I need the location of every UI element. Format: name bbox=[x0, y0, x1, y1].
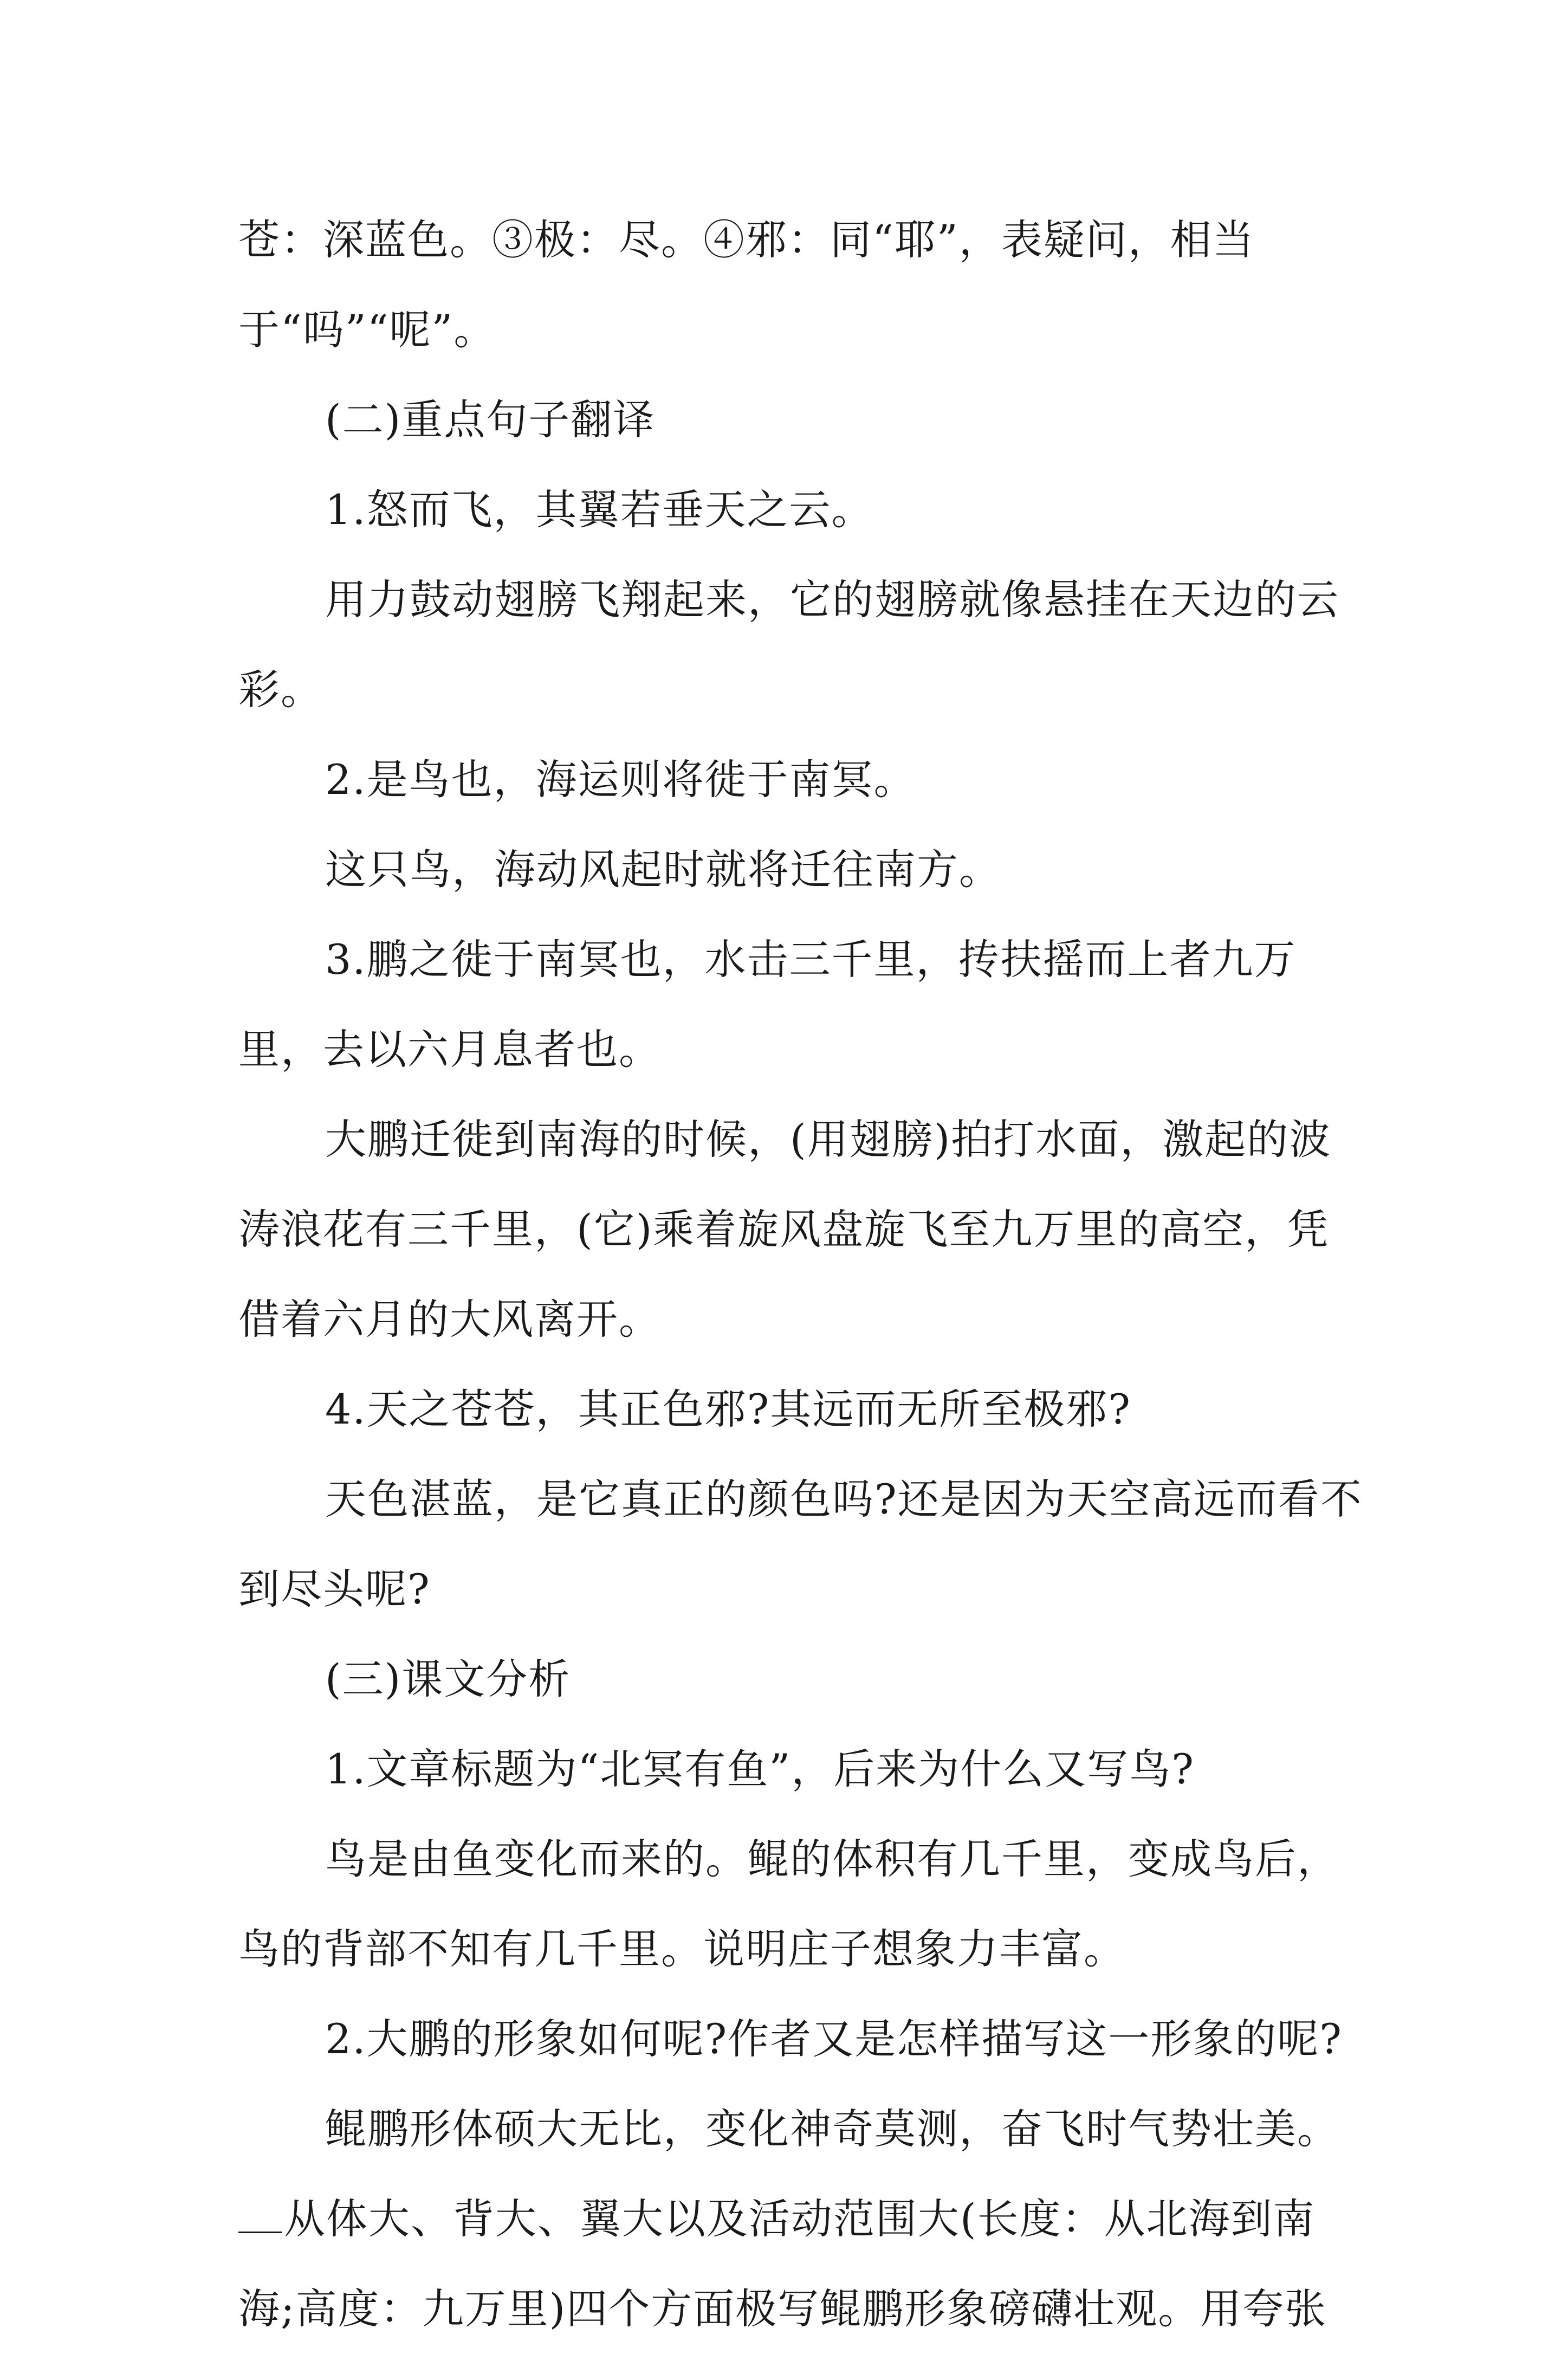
sentence-4-original: 4.天之苍苍，其正色邪?其远而无所至极邪? bbox=[325, 1385, 1132, 1433]
section-heading-text-analysis: (三)课文分析 bbox=[325, 1655, 571, 1703]
analysis-answer-1: 鸟是由鱼变化而来的。鲲的体积有几千里，变成鸟后，鸟的背部不知有几千里。说明庄子想象力丰富。 bbox=[238, 1835, 1339, 1973]
sentence-1-original: 1.怒而飞，其翼若垂天之云。 bbox=[325, 486, 874, 534]
sentence-2-translation: 这只鸟，海动风起时就将迁往南方。 bbox=[325, 845, 1001, 894]
analysis-answer-2: 鲲鹏形体硕大无比，变化神奇莫测，奋飞时气势壮美。 bbox=[325, 2105, 1339, 2153]
paragraph-annotation-continuation: 苍：深蓝色。③极：尽。④邪：同“耶”，表疑问，相当于“吗”“呢”。 bbox=[238, 216, 1255, 354]
blank-underline bbox=[238, 2199, 282, 2233]
document-body bbox=[238, 195, 1365, 2354]
analysis-question-2: 2.大鹏的形象如何呢?作者又是怎样描写这一形象的呢? bbox=[325, 2015, 1343, 2063]
analysis-answer-2-continued-text: 从体大、背大、翼大以及活动范围大(长度：从北海到南海;高度：九万里)四个方面极写鲲鹏形象磅礴壮观。用夸张 bbox=[238, 2195, 1327, 2333]
sentence-2-original: 2.是鸟也，海运则将徙于南冥。 bbox=[325, 755, 916, 804]
section-heading-key-sentences: (二)重点句子翻译 bbox=[325, 396, 656, 444]
analysis-question-1: 1.文章标题为“北冥有鱼”，后来为什么又写鸟? bbox=[325, 1745, 1195, 1793]
sentence-4-translation: 天色湛蓝，是它真正的颜色吗?还是因为天空高远而看不到尽头呢? bbox=[238, 1475, 1363, 1613]
analysis-answer-2-continued bbox=[238, 2174, 1365, 2354]
sentence-1-translation: 用力鼓动翅膀飞翔起来，它的翅膀就像悬挂在天边的云彩。 bbox=[238, 575, 1339, 714]
sentence-3-original: 3.鹏之徙于南冥也，水击三千里，抟扶摇而上者九万里，去以六月息者也。 bbox=[238, 935, 1297, 1073]
sentence-3-translation: 大鹏迁徙到南海的时候，(用翅膀)拍打水面，激起的波涛浪花有三千里，(它)乘着旋风盘旋飞至九万里的高空，凭借着六月的大风离开。 bbox=[238, 1115, 1332, 1343]
